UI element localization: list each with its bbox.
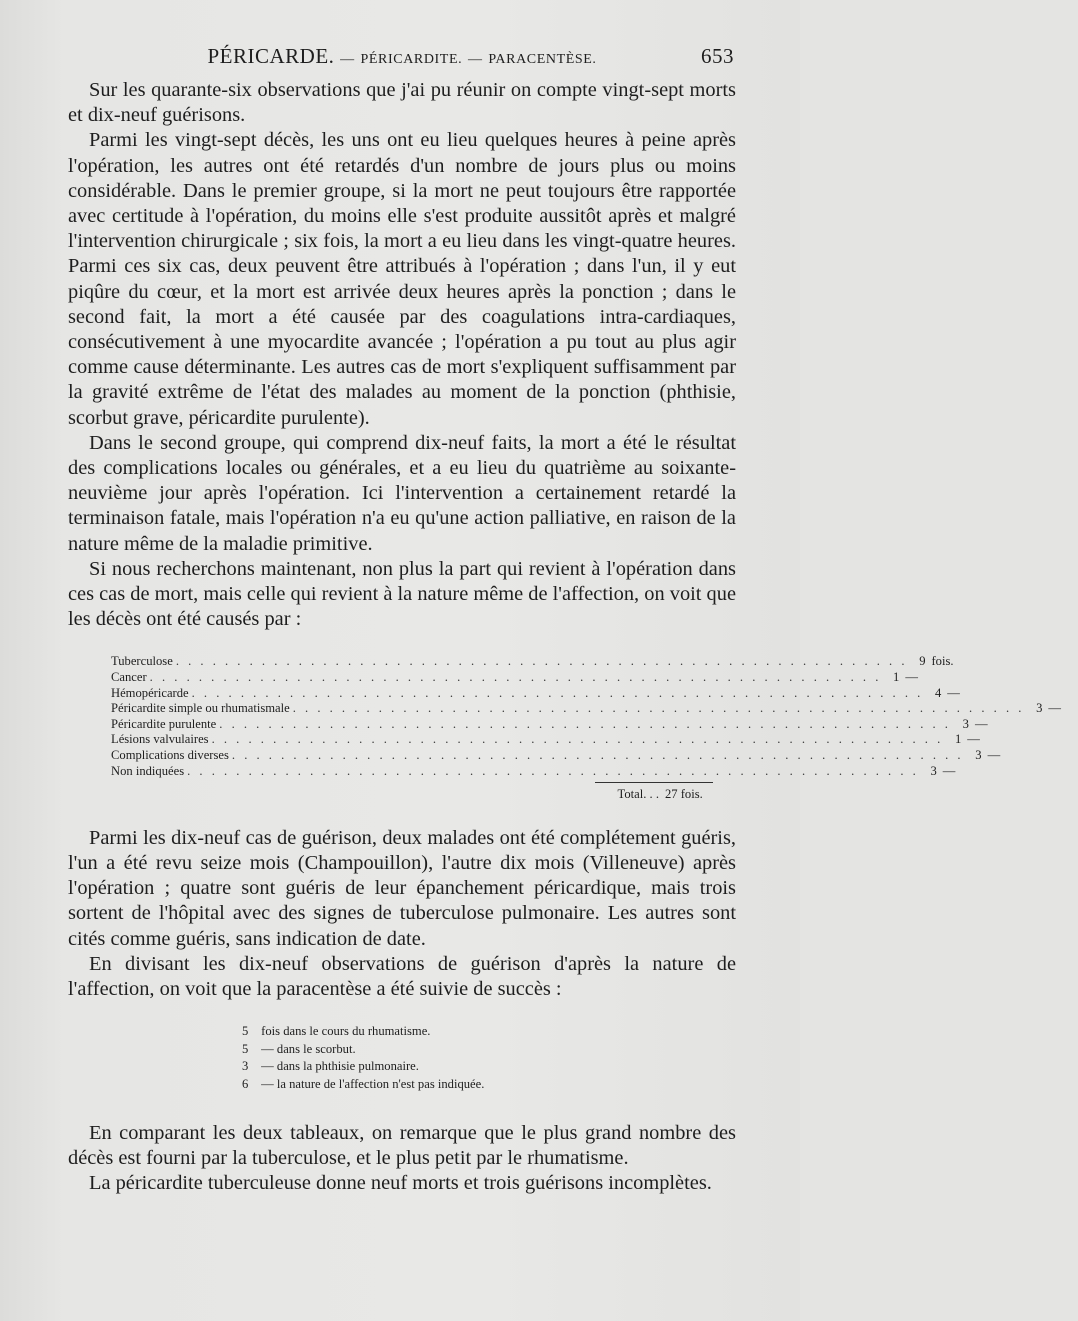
cause-count: 3 (975, 748, 982, 763)
success-text: — dans la phthisie pulmonaire. (261, 1059, 419, 1074)
leader-dots: . . . . . . . . . . . . . . . . . . . . . . . . . . . . . . . . . . . . . . . . . . . . . . . . . . . . . . . . . . . . (219, 716, 951, 731)
page-number: 653 (701, 44, 734, 68)
cause-unit: — (905, 670, 918, 685)
table-row (111, 763, 956, 780)
spacer (68, 803, 736, 826)
total-label: Total. . . (617, 787, 659, 802)
running-head-subtitle-2: PARACENTÈSE. (488, 52, 597, 67)
paragraph-second-group: Dans le second groupe, qui comprend dix-neuf faits, la mort a été le résultat des complications locales ou générales, et a eu lieu du quatrième au soixante-neuvième jour après l'opération. Ici l'intervention a certainement retardé la terminaison fatale, mais l'opération n'a eu qu'une action palliative, en raison de la nature même de la maladie primitive. (68, 431, 736, 555)
table-row (111, 732, 980, 748)
cause-name: Lésions valvulaires (111, 732, 209, 747)
leader-dots: . . . . . . . . . . . . . . . . . . . . . . . . . . . . . . . . . . . . . . . . . . . . . . . . . . . . . . . . . . . . (292, 701, 1025, 716)
leader-dots: . . . . . . . . . . . . . . . . . . . . . . . . . . . . . . . . . . . . . . . . . . . . . . . . . . . . . . . . . . . . (149, 670, 882, 685)
leader-dots: . . . . . . . . . . . . . . . . . . . . . . . . . . . . . . . . . . . . . . . . . . . . . . . . . . . . . . . . . . . . (191, 685, 924, 700)
running-head-dash-2: — (467, 52, 483, 67)
cause-unit: fois. (931, 654, 954, 669)
table-row (111, 670, 918, 686)
paragraph-comparison: En comparant les deux tableaux, on remarque que le plus grand nombre des décès est fourni par la tuberculose, et le plus petit par le rhumatisme. (68, 1121, 736, 1169)
paragraph-observations: Sur les quarante-six observations que j'ai pu réunir on compte vingt-sept morts et dix-neuf guérisons. (68, 79, 736, 127)
leader-dots: . . . . . . . . . . . . . . . . . . . . . . . . . . . . . . . . . . . . . . . . . . . . . . . . . . . . . . . . . . . . (187, 763, 919, 778)
leader-dots: . . . . . . . . . . . . . . . . . . . . . . . . . . . . . . . . . . . . . . . . . . . . . . . . . . . . . . . . . . . . (231, 748, 964, 763)
cause-unit: — (967, 732, 980, 747)
cause-name: Complications diverses (111, 748, 229, 763)
success-count: 3 (242, 1059, 249, 1074)
cause-unit: — (947, 685, 960, 700)
leader-dots: . . . . . . . . . . . . . . . . . . . . . . . . . . . . . . . . . . . . . . . . . . . . . . . . . . . . . . . . . . . . (211, 732, 944, 747)
paragraph-success-intro: En divisant les dix-neuf observations de guérison d'après la nature de l'affection, on voit que la paracentèse a été suivie de succès : (68, 952, 736, 1001)
cause-count: 1 (893, 670, 900, 685)
total-rule (595, 782, 713, 783)
cause-name: Non indiquées (111, 763, 185, 778)
paragraph-deaths: Parmi les vingt-sept décès, les uns ont eu lieu quelques heures à peine après l'opération, les autres ont été retardés d'un nombre de jours plus ou moins considérable. Dans le premier groupe, si la mort ne peut toujours être rapportée avec certitude à l'opération, du moins elle s'est produite aussitôt après et malgré l'intervention chirurgicale ; six fois, la mort a eu lieu dans les vingt-quatre heures. Parmi ces six cas, deux peuvent être attribués à l'opération ; dans l'un, il y eut piqûre du cœur, et la mort est arrivée deux heures après la ponction ; dans le second fait, la mort a été causée par des coagulations intra-cardiaques, consécutivement à une myocardite avancée ; l'opération a pu tout au plus agir comme cause déterminante. Les autres cas de mort s'expliquent suffisamment par la gravité extrême de l'état des malades au moment de la ponction (phthisie, scorbut grave, péricardite purulente). (68, 129, 736, 429)
table-row (111, 748, 1001, 764)
cause-unit: — (1048, 701, 1061, 716)
cause-count: 3 (1036, 701, 1043, 716)
running-head-subtitle-1: PÉRICARDITE. (360, 52, 463, 67)
cause-count: 1 (954, 732, 962, 747)
list-item (242, 1023, 736, 1041)
cause-name: Cancer (111, 670, 147, 685)
cause-name: Péricardite purulente (111, 716, 217, 731)
success-count: 5 (242, 1024, 249, 1039)
table-row (111, 716, 988, 733)
success-causes-list (242, 1023, 736, 1093)
cause-count: 3 (930, 763, 937, 778)
total-row (111, 787, 713, 803)
cause-name: Tuberculose (111, 654, 173, 669)
paragraph-tuberculous: La péricardite tuberculeuse donne neuf morts et trois guérisons incomplètes. (89, 1172, 712, 1195)
list-item (242, 1058, 736, 1076)
paragraph-causes-intro: Si nous recherchons maintenant, non plus la part qui revient à l'opération dans ces cas de mort, mais celle qui revient à la nature même de l'affection, on voit que les décès ont été causés par : (68, 557, 737, 631)
cause-name: Péricardite simple ou rhumatismale (111, 701, 290, 716)
cause-count: 4 (935, 685, 942, 700)
paragraph-recoveries: Parmi les dix-neuf cas de guérison, deux malades ont été complétement guéris, l'un a été revu seize mois (Champouillon), l'autre dix mois (Villeneuve) après l'opération ; quatre sont guéris de leur épanchement péricardique, mais trois sortent de l'hôpital avec des signes de tuberculose pulmonaire. Les autres sont cités comme guéris, sans indication de date. (68, 826, 736, 950)
success-count: 5 (242, 1041, 249, 1056)
running-head (68, 44, 736, 78)
success-text: — la nature de l'affection n'est pas indiquée. (261, 1077, 485, 1092)
table-row (111, 685, 960, 702)
cause-name: Hémopéricarde (111, 685, 189, 700)
success-text: fois dans le cours du rhumatisme. (261, 1024, 431, 1039)
leader-dots: . . . . . . . . . . . . . . . . . . . . . . . . . . . . . . . . . . . . . . . . . . . . . . . . . . . . . . . . . . . . (175, 654, 908, 669)
cause-unit: — (942, 763, 956, 778)
spacer (68, 1094, 736, 1121)
cause-count: 9 (919, 654, 926, 669)
death-causes-table (111, 654, 1061, 802)
success-count: 6 (242, 1077, 249, 1092)
cause-unit: — (987, 748, 1001, 763)
list-item (242, 1041, 736, 1059)
cause-count: 3 (962, 716, 969, 731)
running-head-dash-1: — (340, 52, 355, 67)
table-row (111, 654, 954, 670)
list-item (242, 1076, 736, 1094)
total-value: 27 fois. (665, 787, 703, 802)
table-row (111, 701, 1061, 717)
success-text: — dans le scorbut. (261, 1041, 356, 1056)
cause-unit: — (974, 716, 988, 731)
running-head-title: PÉRICARDE. (207, 44, 335, 68)
